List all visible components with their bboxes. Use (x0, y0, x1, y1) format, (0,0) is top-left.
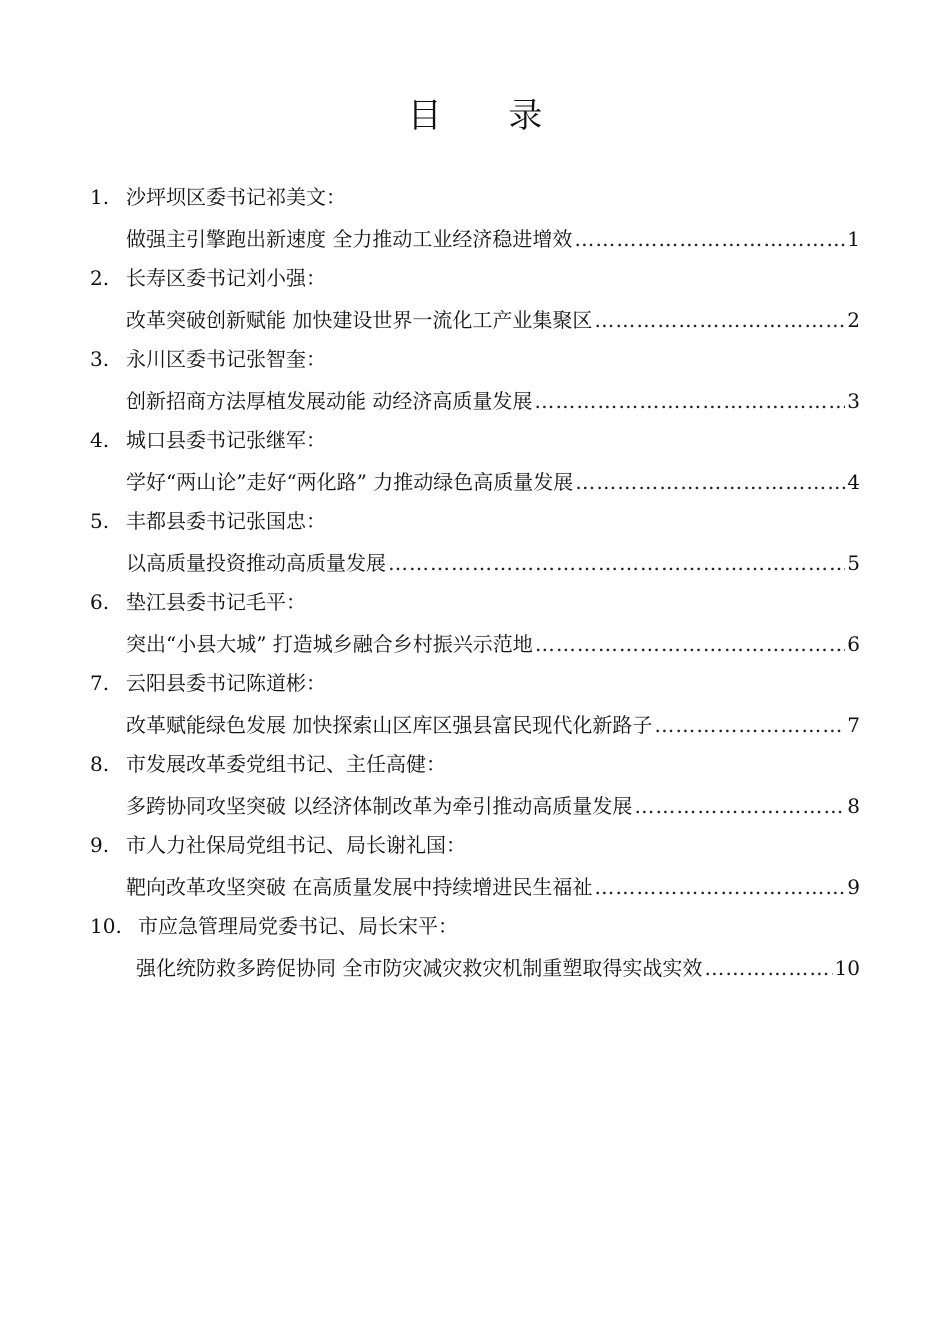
toc-entry-topic-line[interactable] (126, 305, 860, 335)
toc-entry[interactable] (0, 830, 950, 911)
toc-entry-page-number: 10 (834, 956, 860, 980)
toc-entry-topic-line[interactable] (126, 710, 860, 740)
toc-entry-number: 7. (90, 671, 110, 695)
toc-entry-number: 6. (90, 590, 110, 614)
toc-entry-author-name: 永川区委书记张智奎： (126, 347, 326, 371)
toc-entry-topic-line[interactable] (126, 629, 860, 659)
dot-leader (574, 224, 845, 254)
toc-entry-topic-line[interactable] (126, 791, 860, 821)
toc-entry-topic: 多跨协同攻坚突破 以经济体制改革为牵引推动高质量发展 (126, 794, 633, 818)
toc-entry-page-number: 4 (847, 470, 860, 494)
toc-entry-topic: 以高质量投资推动高质量发展 (126, 551, 386, 575)
dot-leader (704, 953, 832, 983)
dot-leader (594, 305, 845, 335)
toc-entry-author (90, 830, 466, 860)
toc-entry-author (90, 749, 446, 779)
toc-entry-page-number: 8 (847, 794, 860, 818)
toc-entry-page-number: 3 (847, 389, 860, 413)
toc-entry-author (90, 263, 326, 293)
toc-entry-author-name: 市人力社保局党组书记、局长谢礼国： (126, 833, 466, 857)
toc-entry-number: 1. (90, 185, 110, 209)
toc-entry-author (90, 182, 346, 212)
toc-entry[interactable] (0, 749, 950, 830)
toc-entry-topic: 靶向改革攻坚突破 在高质量发展中持续增进民生福祉 (126, 875, 593, 899)
table-of-contents (0, 182, 950, 992)
toc-entry-topic: 学好“两山论”走好“两化路” 力推动绿色高质量发展 (126, 470, 574, 494)
toc-entry-author-name: 垫江县委书记毛平： (126, 590, 306, 614)
toc-entry[interactable] (0, 263, 950, 344)
toc-entry[interactable] (0, 506, 950, 587)
toc-entry-author (90, 425, 326, 455)
toc-entry-author (90, 587, 306, 617)
toc-entry-topic: 突出“小县大城” 打造城乡融合乡村振兴示范地 (126, 632, 533, 656)
dot-leader (654, 710, 845, 740)
toc-entry-topic: 创新招商方法厚植发展动能 动经济高质量发展 (126, 389, 533, 413)
toc-entry-topic-line[interactable] (126, 872, 860, 902)
dot-leader (535, 629, 845, 659)
toc-entry-topic: 做强主引擎跑出新速度 全力推动工业经济稳进增效 (126, 227, 573, 251)
toc-entry-topic: 强化统防救多跨促协同 全市防灾减灾救灾机制重塑取得实战实效 (136, 956, 703, 980)
toc-entry-author-name: 云阳县委书记陈道彬： (126, 671, 326, 695)
toc-entry-author-name: 市应急管理局党委书记、局长宋平： (138, 914, 458, 938)
toc-entry[interactable] (0, 425, 950, 506)
toc-entry-number: 2. (90, 266, 110, 290)
toc-entry-page-number: 2 (847, 308, 860, 332)
toc-entry-page-number: 1 (847, 227, 860, 251)
toc-entry-topic-line[interactable] (126, 224, 860, 254)
toc-entry[interactable] (0, 587, 950, 668)
toc-entry-number: 4. (90, 428, 110, 452)
page-title: 目 录 (407, 96, 571, 136)
toc-entry-topic-line[interactable] (136, 953, 860, 983)
toc-entry-page-number: 9 (847, 875, 860, 899)
toc-entry-author-name: 丰都县委书记张国忠： (126, 509, 326, 533)
toc-entry[interactable] (0, 668, 950, 749)
dot-leader (575, 467, 845, 497)
toc-entry-author (90, 344, 326, 374)
toc-entry-page-number: 5 (847, 551, 860, 575)
toc-entry-topic: 改革赋能绿色发展 加快探索山区库区强县富民现代化新路子 (126, 713, 653, 737)
toc-entry[interactable] (0, 182, 950, 263)
toc-entry-author-name: 城口县委书记张继军： (126, 428, 326, 452)
toc-entry-number: 5. (90, 509, 110, 533)
dot-leader (534, 386, 845, 416)
toc-entry-number: 3. (90, 347, 110, 371)
toc-entry-topic-line[interactable] (126, 386, 860, 416)
toc-entry-topic-line[interactable] (126, 467, 860, 497)
toc-entry-author-name: 长寿区委书记刘小强： (126, 266, 326, 290)
toc-entry-number: 8. (90, 752, 110, 776)
toc-entry-author-name: 市发展改革委党组书记、主任高健： (126, 752, 446, 776)
toc-entry-author-name: 沙坪坝区委书记祁美文： (126, 185, 346, 209)
dot-leader (594, 872, 845, 902)
toc-entry-topic-line[interactable] (126, 548, 860, 578)
toc-entry-topic: 改革突破创新赋能 加快建设世界一流化工产业集聚区 (126, 308, 593, 332)
toc-entry-number: 9. (90, 833, 110, 857)
toc-entry-page-number: 6 (847, 632, 860, 656)
toc-entry-author (90, 506, 326, 536)
toc-entry-author (90, 668, 326, 698)
toc-entry-author (90, 911, 458, 941)
toc-entry-number: 10. (90, 914, 122, 938)
toc-entry[interactable] (0, 911, 950, 992)
toc-entry[interactable] (0, 344, 950, 425)
dot-leader (634, 791, 845, 821)
dot-leader (388, 548, 845, 578)
toc-entry-page-number: 7 (847, 713, 860, 737)
